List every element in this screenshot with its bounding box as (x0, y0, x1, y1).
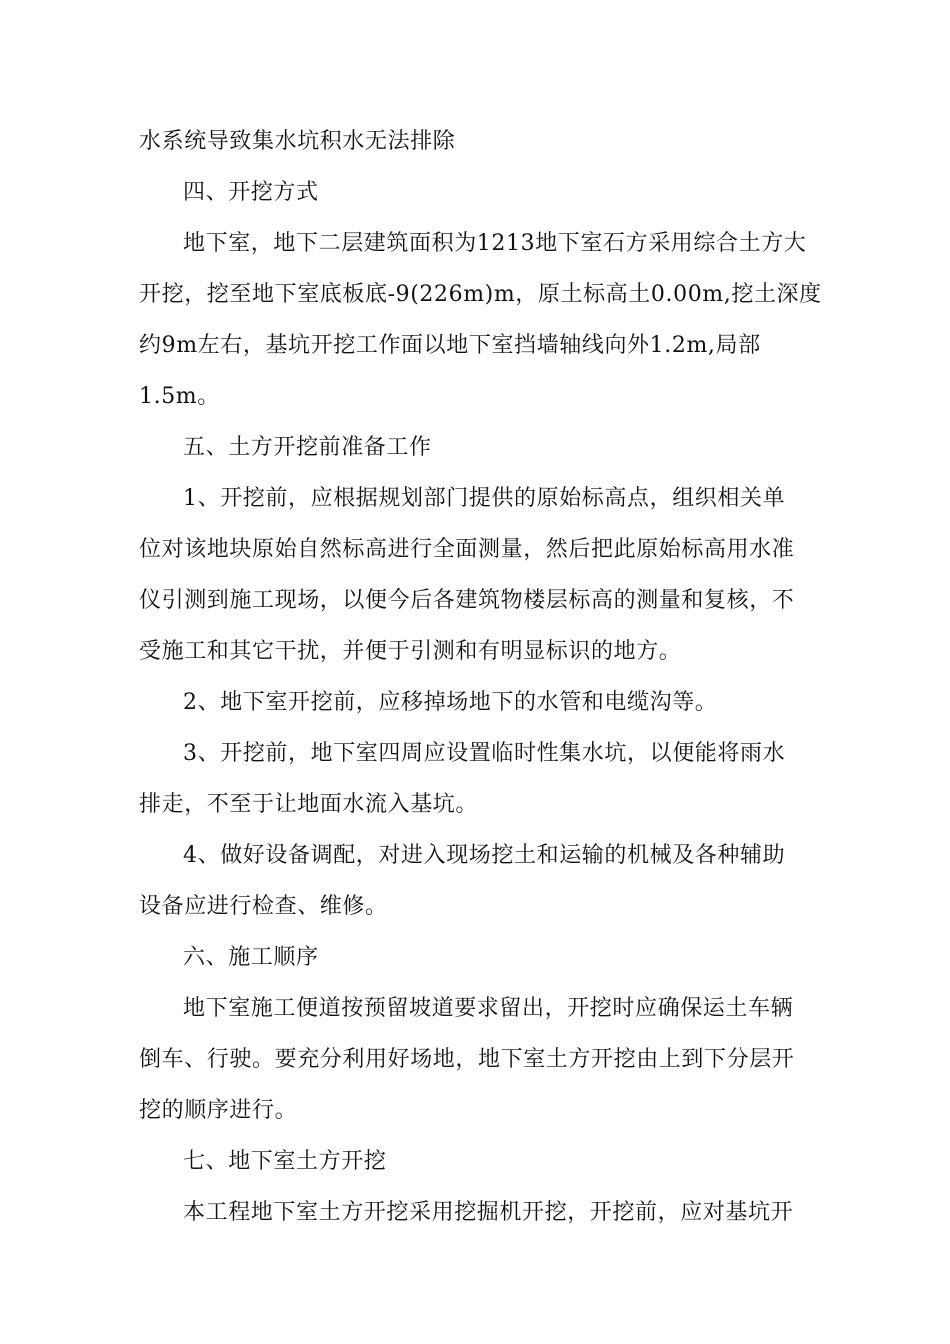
paragraph-preparation-1 (139, 473, 819, 677)
text-line: 设备应进行检查、维修。 (139, 894, 388, 919)
text-line: 地下室，地下二层建筑面积为1213地下室石方采用综合土方大 (183, 231, 807, 256)
paragraph-construction-sequence (139, 983, 819, 1136)
text-line: 排走，不至于让地面水流入基坑。 (139, 792, 479, 817)
text-line: 仪引测到施工现场，以便今后各建筑物楼层标高的测量和复核，不 (139, 588, 795, 613)
paragraph-continuation (139, 116, 819, 167)
text-line: 4、做好设备调配，对进入现场挖土和运输的机械及各种辅助 (183, 843, 786, 868)
text-line: 受施工和其它干扰，并便于引测和有明显标识的地方。 (139, 639, 682, 664)
section-heading-excavation-method: 四、开挖方式 (183, 180, 319, 205)
text-line: 挖的顺序进行。 (139, 1098, 298, 1123)
text-line: 本工程地下室土方开挖采用挖掘机开挖，开挖前，应对基坑开 (183, 1200, 794, 1225)
section-heading-preparation: 五、土方开挖前准备工作 (183, 435, 432, 460)
paragraph-basement-excavation (139, 1187, 819, 1238)
text-line: 1.5m。 (139, 384, 220, 409)
text-line: 倒车、行驶。要充分利用好场地，地下室土方开挖由上到下分层开 (139, 1047, 795, 1072)
text-line: 开挖，挖至地下室底板底-9(226m)m，原土标高土0.00m,挖土深度 (139, 282, 822, 307)
text-line: 水系统导致集水坑积水无法排除 (139, 129, 456, 154)
text-line: 位对该地块原始自然标高进行全面测量，然后把此原始标高用水准 (139, 537, 795, 562)
paragraph-preparation-2 (139, 677, 819, 728)
section-heading-basement-excavation: 七、地下室土方开挖 (183, 1149, 387, 1174)
text-line: 1、开挖前，应根据规划部门提供的原始标高点，组织相关单 (183, 486, 786, 511)
paragraph-excavation-method (139, 218, 822, 422)
text-line: 2、地下室开挖前，应移掉场地下的水管和电缆沟等。 (183, 690, 718, 715)
paragraph-preparation-3 (139, 728, 819, 830)
text-line: 3、开挖前，地下室四周应设置临时性集水坑，以便能将雨水 (183, 741, 786, 766)
text-line: 约9m左右，基坑开挖工作面以地下室挡墙轴线向外1.2m,局部 (139, 333, 761, 358)
paragraph-preparation-4 (139, 830, 819, 932)
section-heading-construction-sequence: 六、施工顺序 (183, 945, 319, 970)
text-line: 地下室施工便道按预留坡道要求留出，开挖时应确保运土车辆 (183, 996, 794, 1021)
document-body (139, 116, 822, 1238)
